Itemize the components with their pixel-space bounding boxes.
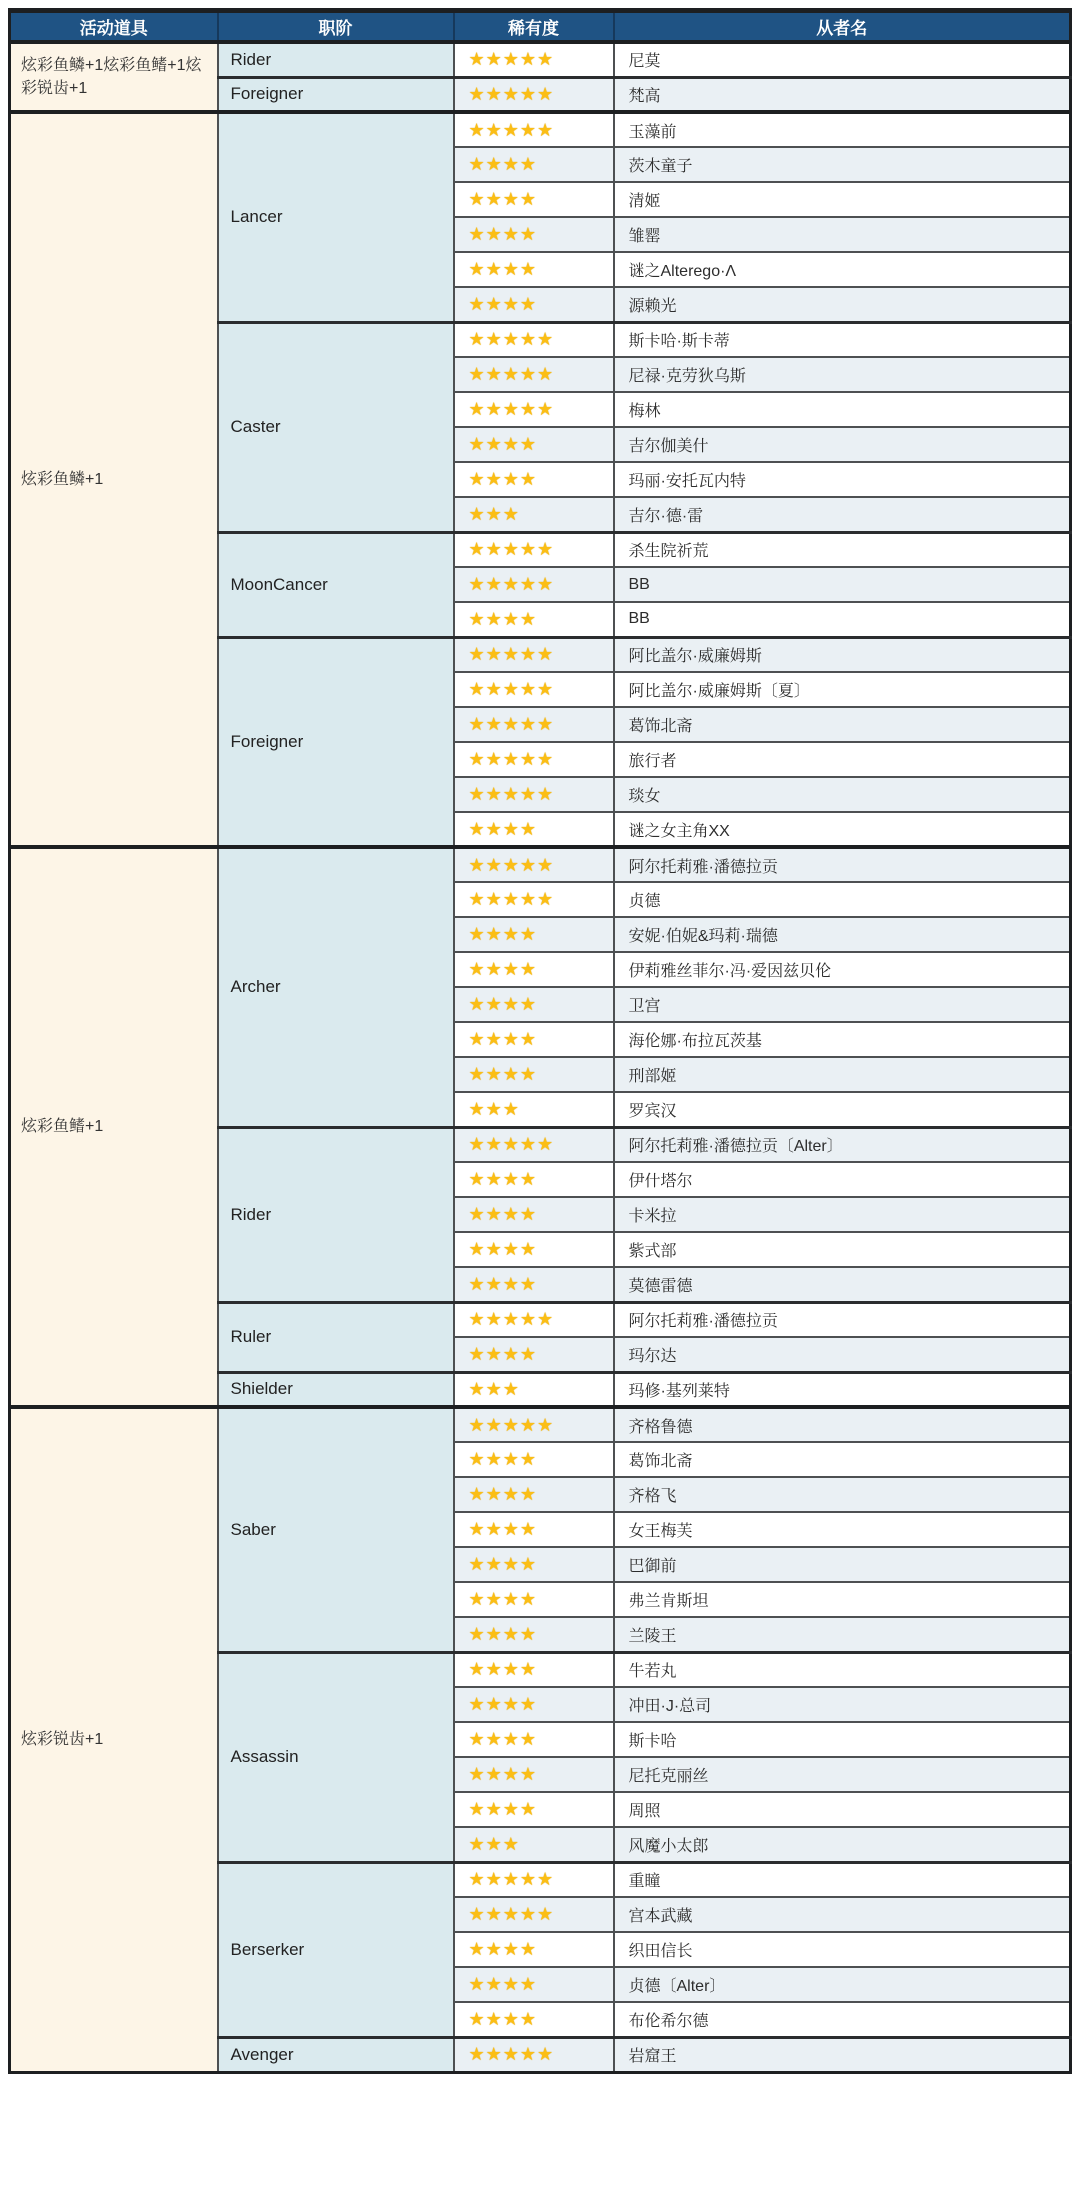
rarity-stars: ★★★★ — [454, 1057, 614, 1092]
servant-name: 阿尔托莉雅·潘德拉贡 — [614, 1302, 1071, 1337]
rarity-stars: ★★★★★ — [454, 672, 614, 707]
rarity-stars: ★★★★ — [454, 602, 614, 637]
servant-name: 玛丽·安托瓦内特 — [614, 462, 1071, 497]
servant-name: 葛饰北斋 — [614, 1442, 1071, 1477]
servant-name: 阿比盖尔·威廉姆斯〔夏〕 — [614, 672, 1071, 707]
rarity-stars: ★★★★ — [454, 1722, 614, 1757]
servant-class-cell: Foreigner — [218, 637, 454, 847]
rarity-stars: ★★★★ — [454, 182, 614, 217]
servant-name: 葛饰北斋 — [614, 707, 1071, 742]
rarity-stars: ★★★★ — [454, 427, 614, 462]
rarity-stars: ★★★★★ — [454, 1407, 614, 1442]
servant-name: 清姬 — [614, 182, 1071, 217]
rarity-stars: ★★★★ — [454, 1162, 614, 1197]
rarity-stars: ★★★★★ — [454, 1302, 614, 1337]
servant-name: 织田信长 — [614, 1932, 1071, 1967]
servant-name: 杀生院祈荒 — [614, 532, 1071, 567]
rarity-stars: ★★★ — [454, 1092, 614, 1127]
servant-name: 谜之女主角XX — [614, 812, 1071, 847]
rarity-stars: ★★★★ — [454, 1582, 614, 1617]
servant-class-cell: Saber — [218, 1407, 454, 1652]
servant-name: 斯卡哈 — [614, 1722, 1071, 1757]
servant-name: 尼托克丽丝 — [614, 1757, 1071, 1792]
rarity-stars: ★★★★ — [454, 1932, 614, 1967]
servant-name: 弗兰肯斯坦 — [614, 1582, 1071, 1617]
rarity-stars: ★★★★ — [454, 287, 614, 322]
rarity-stars: ★★★★★ — [454, 357, 614, 392]
servant-class-cell: Ruler — [218, 1302, 454, 1372]
servant-name: BB — [614, 602, 1071, 637]
table-row — [10, 112, 1071, 147]
rarity-stars: ★★★ — [454, 1827, 614, 1862]
servant-name: 梵高 — [614, 77, 1071, 112]
servant-name: 旅行者 — [614, 742, 1071, 777]
servant-class-cell: Berserker — [218, 1862, 454, 2037]
servant-name: 风魔小太郎 — [614, 1827, 1071, 1862]
event-item-cell: 炫彩鱼鳍+1 — [10, 847, 218, 1407]
servant-name: 紫式部 — [614, 1232, 1071, 1267]
rarity-stars: ★★★★ — [454, 1617, 614, 1652]
servant-name: 阿比盖尔·威廉姆斯 — [614, 637, 1071, 672]
rarity-stars: ★★★★ — [454, 217, 614, 252]
servant-name: 贞德 — [614, 882, 1071, 917]
rarity-stars: ★★★★ — [454, 1757, 614, 1792]
rarity-stars: ★★★★★ — [454, 742, 614, 777]
rarity-stars: ★★★★ — [454, 252, 614, 287]
table-body — [10, 42, 1071, 2072]
event-item-cell: 炫彩鱼鳞+1炫彩鱼鳍+1炫彩锐齿+1 — [10, 42, 218, 112]
servant-name: 琰女 — [614, 777, 1071, 812]
servant-name: 刑部姬 — [614, 1057, 1071, 1092]
rarity-stars: ★★★★★ — [454, 847, 614, 882]
servant-name: 岩窟王 — [614, 2037, 1071, 2072]
table-row — [10, 42, 1071, 77]
rarity-stars: ★★★ — [454, 1372, 614, 1407]
servant-class-cell: Assassin — [218, 1652, 454, 1862]
servant-name: 伊什塔尔 — [614, 1162, 1071, 1197]
servant-name: 周照 — [614, 1792, 1071, 1827]
event-bonus-table — [8, 8, 1072, 2074]
table-header — [10, 11, 1071, 43]
servant-name: 齐格飞 — [614, 1477, 1071, 1512]
servant-class-cell: Rider — [218, 1127, 454, 1302]
servant-name: 谜之Alterego·Λ — [614, 252, 1071, 287]
rarity-stars: ★★★★★ — [454, 567, 614, 602]
rarity-stars: ★★★★ — [454, 1792, 614, 1827]
servant-class-cell: Rider — [218, 42, 454, 77]
servant-name: 女王梅芙 — [614, 1512, 1071, 1547]
servant-name: 阿尔托莉雅·潘德拉贡〔Alter〕 — [614, 1127, 1071, 1162]
rarity-stars: ★★★★ — [454, 1232, 614, 1267]
rarity-stars: ★★★★★ — [454, 2037, 614, 2072]
servant-name: 布伦希尔德 — [614, 2002, 1071, 2037]
servant-name: 吉尔伽美什 — [614, 427, 1071, 462]
rarity-stars: ★★★★ — [454, 1267, 614, 1302]
rarity-stars: ★★★★ — [454, 1687, 614, 1722]
servant-name: 重瞳 — [614, 1862, 1071, 1897]
servant-class-cell: Shielder — [218, 1372, 454, 1407]
rarity-stars: ★★★★ — [454, 812, 614, 847]
col-header-class: 职阶 — [218, 11, 454, 43]
rarity-stars: ★★★★★ — [454, 1897, 614, 1932]
table-row — [10, 847, 1071, 882]
servant-name: 贞德〔Alter〕 — [614, 1967, 1071, 2002]
rarity-stars: ★★★★★ — [454, 112, 614, 147]
servant-name: 卫宫 — [614, 987, 1071, 1022]
servant-name: 雏罂 — [614, 217, 1071, 252]
rarity-stars: ★★★★ — [454, 1967, 614, 2002]
rarity-stars: ★★★★ — [454, 1022, 614, 1057]
rarity-stars: ★★★★ — [454, 147, 614, 182]
rarity-stars: ★★★★ — [454, 1477, 614, 1512]
rarity-stars: ★★★★ — [454, 952, 614, 987]
rarity-stars: ★★★★★ — [454, 777, 614, 812]
event-item-cell: 炫彩锐齿+1 — [10, 1407, 218, 2072]
servant-class-cell: Caster — [218, 322, 454, 532]
event-item-cell: 炫彩鱼鳞+1 — [10, 112, 218, 847]
rarity-stars: ★★★★ — [454, 987, 614, 1022]
servant-name: 兰陵王 — [614, 1617, 1071, 1652]
rarity-stars: ★★★★★ — [454, 707, 614, 742]
servant-name: 伊莉雅丝菲尔·冯·爱因兹贝伦 — [614, 952, 1071, 987]
rarity-stars: ★★★★ — [454, 1652, 614, 1687]
servant-name: 梅林 — [614, 392, 1071, 427]
rarity-stars: ★★★★★ — [454, 322, 614, 357]
col-header-servant-name: 从者名 — [614, 11, 1071, 43]
servant-name: 茨木童子 — [614, 147, 1071, 182]
rarity-stars: ★★★★ — [454, 1547, 614, 1582]
table-row — [10, 1407, 1071, 1442]
rarity-stars: ★★★★ — [454, 462, 614, 497]
servant-name: 斯卡哈·斯卡蒂 — [614, 322, 1071, 357]
watermark: 酷乐米 — [896, 2130, 1076, 2193]
servant-class-cell: Avenger — [218, 2037, 454, 2072]
servant-name: 吉尔·德·雷 — [614, 497, 1071, 532]
servant-class-cell: Archer — [218, 847, 454, 1127]
col-header-rarity: 稀有度 — [454, 11, 614, 43]
servant-name: 源赖光 — [614, 287, 1071, 322]
rarity-stars: ★★★★ — [454, 917, 614, 952]
servant-name: 巴御前 — [614, 1547, 1071, 1582]
rarity-stars: ★★★★★ — [454, 42, 614, 77]
servant-name: 莫德雷德 — [614, 1267, 1071, 1302]
servant-name: 阿尔托莉雅·潘德拉贡 — [614, 847, 1071, 882]
servant-class-cell: Foreigner — [218, 77, 454, 112]
servant-name: 尼莫 — [614, 42, 1071, 77]
rarity-stars: ★★★★ — [454, 1442, 614, 1477]
servant-name: 玛尔达 — [614, 1337, 1071, 1372]
rarity-stars: ★★★★ — [454, 1197, 614, 1232]
rarity-stars: ★★★★★ — [454, 77, 614, 112]
servant-class-cell: Lancer — [218, 112, 454, 322]
servant-name: BB — [614, 567, 1071, 602]
servant-name: 尼禄·克劳狄乌斯 — [614, 357, 1071, 392]
rarity-stars: ★★★★★ — [454, 1862, 614, 1897]
rarity-stars: ★★★★★ — [454, 532, 614, 567]
servant-name: 玛修·基列莱特 — [614, 1372, 1071, 1407]
servant-name: 安妮·伯妮&玛莉·瑞德 — [614, 917, 1071, 952]
servant-name: 冲田·J·总司 — [614, 1687, 1071, 1722]
rarity-stars: ★★★★ — [454, 1337, 614, 1372]
rarity-stars: ★★★★★ — [454, 392, 614, 427]
rarity-stars: ★★★★ — [454, 1512, 614, 1547]
servant-name: 牛若丸 — [614, 1652, 1071, 1687]
rarity-stars: ★★★★★ — [454, 882, 614, 917]
header-row — [10, 11, 1071, 43]
servant-name: 罗宾汉 — [614, 1092, 1071, 1127]
rarity-stars: ★★★★★ — [454, 637, 614, 672]
servant-class-cell: MoonCancer — [218, 532, 454, 637]
servant-name: 宫本武藏 — [614, 1897, 1071, 1932]
servant-name: 海伦娜·布拉瓦茨基 — [614, 1022, 1071, 1057]
rarity-stars: ★★★★ — [454, 2002, 614, 2037]
rarity-stars: ★★★ — [454, 497, 614, 532]
servant-name: 卡米拉 — [614, 1197, 1071, 1232]
rarity-stars: ★★★★★ — [454, 1127, 614, 1162]
servant-name: 玉藻前 — [614, 112, 1071, 147]
servant-name: 齐格鲁德 — [614, 1407, 1071, 1442]
col-header-event-item: 活动道具 — [10, 11, 218, 43]
